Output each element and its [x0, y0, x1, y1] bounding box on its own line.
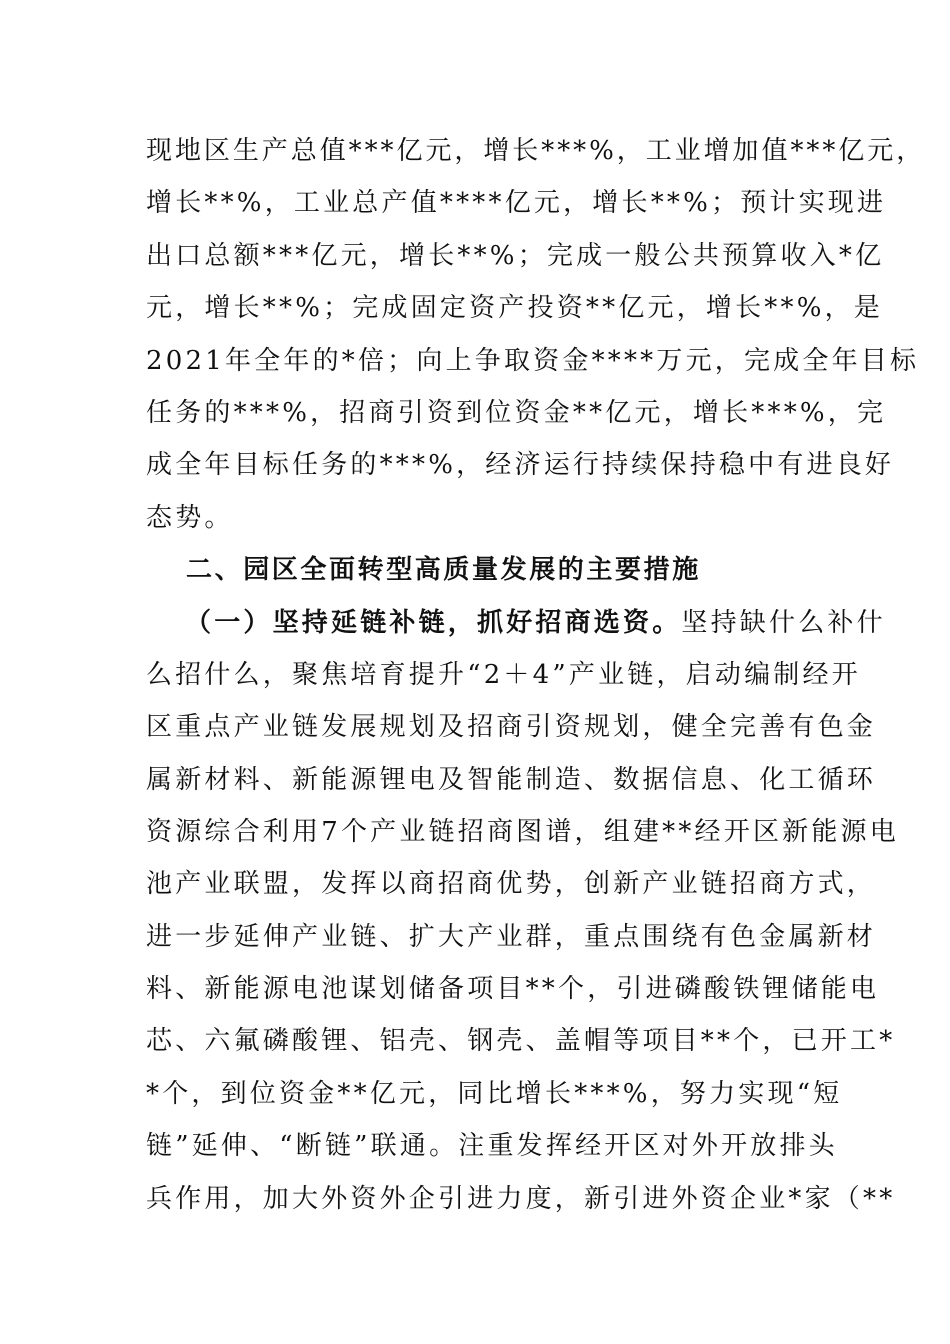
subsection-line-6: 进一步延伸产业链、扩大产业群，重点围绕有色金属新材 — [146, 922, 877, 952]
subsection-line-9: *个，到位资金**亿元，同比增长***%，努力实现“短 — [146, 1079, 843, 1109]
paragraph-line-3: 出口总额***亿元，增长**%；完成一般公共预算收入*亿 — [146, 241, 885, 271]
subsection-line-4: 资源综合利用7个产业链招商图谱，组建**经开区新能源电 — [146, 817, 899, 847]
subsection-line-1: 么招什么，聚焦培育提升“2＋4”产业链，启动编制经开 — [146, 660, 861, 690]
subsection-line-8: 芯、六氟磷酸锂、铝壳、钢壳、盖帽等项目**个，已开工* — [146, 1026, 896, 1056]
subsection-first-line — [185, 610, 886, 636]
subsection-heading: （一）坚持延链补链，抓好招商选资。 — [185, 608, 682, 638]
paragraph-line-1: 现地区生产总值***亿元，增长***%，工业增加值***亿元， — [146, 136, 926, 166]
subsection-line-2: 区重点产业链发展规划及招商引资规划，健全完善有色金 — [146, 712, 877, 742]
subsection-first-line-text: 坚持缺什么补什 — [681, 608, 886, 638]
subsection-line-3: 属新材料、新能源锂电及智能制造、数据信息、化工循环 — [146, 765, 877, 795]
paragraph-line-6: 任务的***%，招商引资到位资金**亿元，增长***%，完 — [146, 398, 887, 428]
paragraph-line-8: 态势。 — [146, 503, 234, 533]
section-heading: 二、园区全面转型高质量发展的主要措施 — [186, 555, 701, 585]
paragraph-line-7: 成全年目标任务的***%，经济运行持续保持稳中有进良好 — [146, 450, 895, 480]
subsection-line-7: 料、新能源电池谋划储备项目**个，引进磷酸铁锂储能电 — [146, 974, 880, 1004]
subsection-line-10: 链”延伸、“断链”联通。注重发挥经开区对外开放排头 — [146, 1131, 838, 1161]
paragraph-line-5: 2021年全年的*倍；向上争取资金****万元，完成全年目标 — [146, 346, 920, 376]
paragraph-line-4: 元，增长**%；完成固定资产投资**亿元，增长**%，是 — [146, 293, 884, 323]
paragraph-line-2: 增长**%，工业总产值****亿元，增长**%；预计实现进 — [146, 188, 887, 218]
subsection-line-11: 兵作用，加大外资外企引进力度，新引进外资企业*家（** — [146, 1184, 896, 1214]
subsection-line-5: 池产业联盟，发挥以商招商优势，创新产业链招商方式， — [146, 869, 877, 899]
